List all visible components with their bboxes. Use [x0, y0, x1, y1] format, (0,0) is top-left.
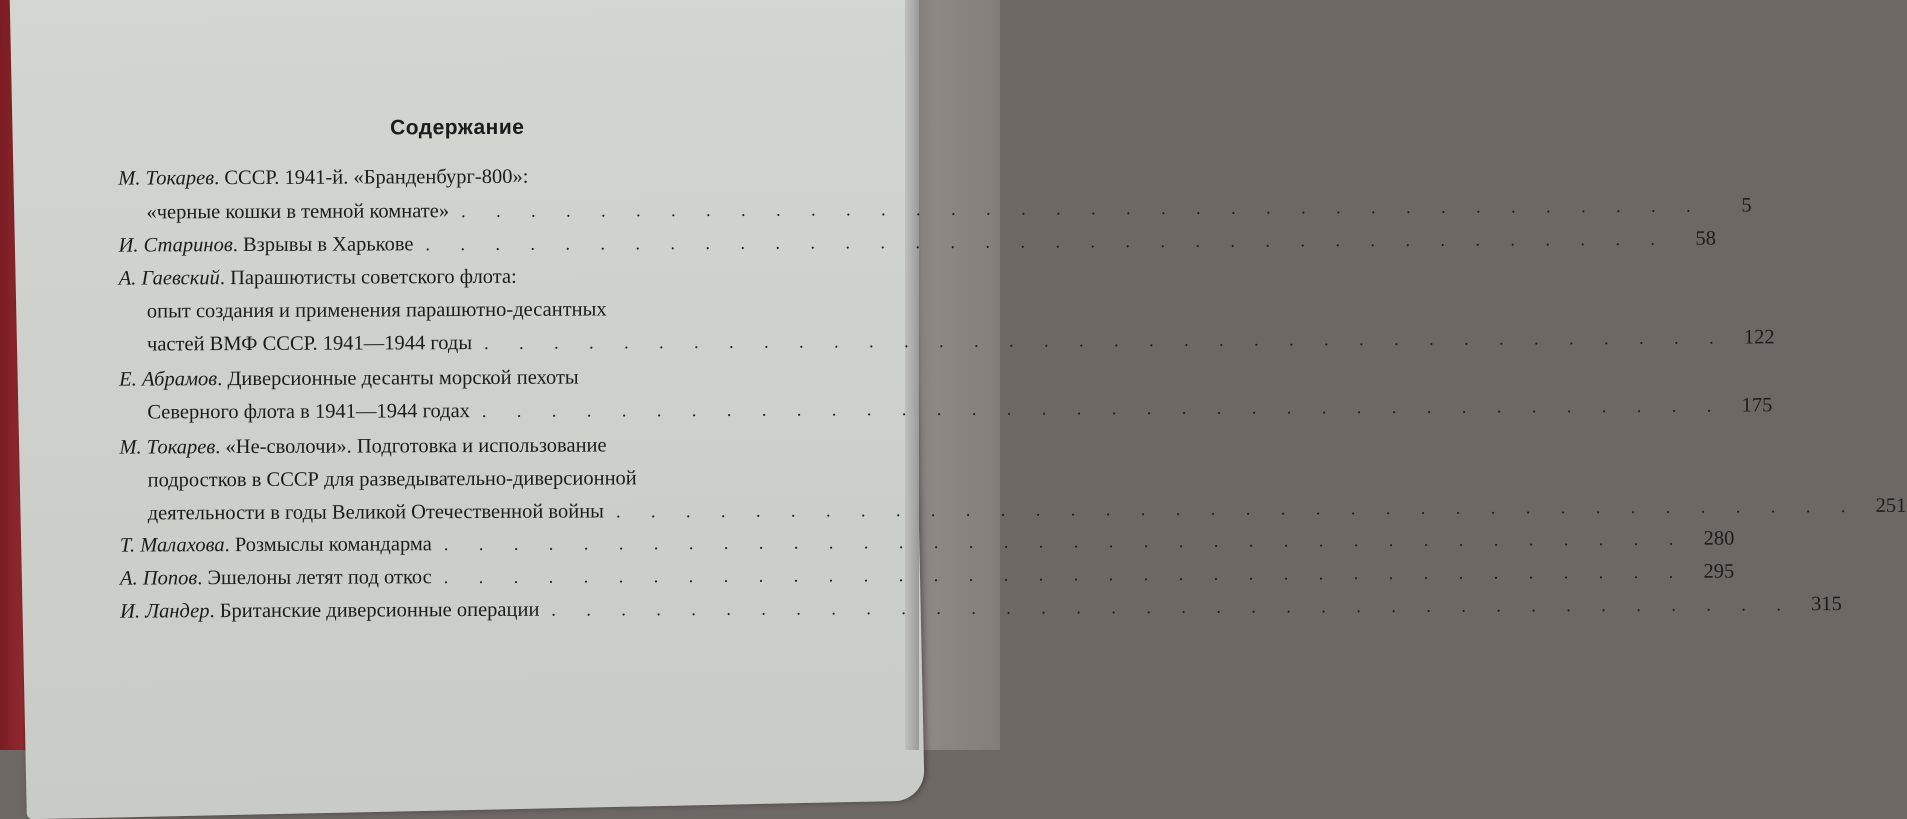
toc-entry-line: А. Попов. Эшелоны летят под откос . . . . . . . . . . . . . . . . . . . . . . . . . . . . . . . . . . . . 295: [120, 560, 832, 593]
entry-title: подростков в СССР для разведывательно-диверсионной: [147, 467, 637, 492]
entry-page-number: 58: [1695, 227, 1717, 250]
entry-author: М. Токарев: [118, 167, 215, 190]
toc-entry-line: А. Гаевский. Парашютисты советского флота:: [118, 265, 517, 290]
entry-title: Британские диверсионные операции: [219, 598, 540, 623]
entry-title: Парашютисты советского флота:: [230, 265, 517, 290]
page-edge: [905, 0, 919, 750]
dot-leader: . . . . . . . . . . . . . . . . . . . . . . . . . . . . . . . . . . . .: [551, 594, 1794, 620]
entry-author: А. Попов: [119, 567, 198, 590]
entry-title: Северного флота в 1941—1944 годах: [147, 400, 470, 424]
toc-entry-line: [147, 494, 1907, 528]
toc-entry-line: [146, 326, 1775, 359]
entry-author: Т. Малахова: [119, 534, 225, 557]
entry-title: Взрывы в Харькове: [242, 233, 414, 257]
dot-leader: . . . . . . . . . . . . . . . . . . . . . . . . . . . . . . . . . . . .: [443, 561, 1687, 588]
entry-page-number: 295: [1703, 560, 1735, 583]
toc-entry-line: [147, 293, 831, 326]
entry-page-number: 280: [1703, 527, 1735, 550]
entry-author: И. Ландер: [120, 600, 210, 623]
dot-leader: . . . . . . . . . . . . . . . . . . . . . . . . . . . . . . . . . . . .: [484, 327, 1727, 353]
entry-title: «Не-сволочи». Подготовка и использование: [225, 434, 607, 459]
entry-title: Эшелоны летят под откос: [207, 566, 432, 590]
entry-title: опыт создания и применения парашютно-десантных: [146, 298, 607, 323]
toc-entry-line: И. Старинов. Взрывы в Харькове . . . . . . . . . . . . . . . . . . . . . . . . . . . . . . . . . . . . 58: [118, 227, 830, 260]
entry-page-number: 122: [1743, 326, 1775, 349]
entry-page-number: 251: [1875, 494, 1907, 517]
toc-entry-line: [147, 394, 1773, 427]
entry-author: М. Токарев: [119, 436, 216, 459]
dot-leader: . . . . . . . . . . . . . . . . . . . . . . . . . . . . . . . . . . . .: [615, 495, 1859, 522]
dot-leader: . . . . . . . . . . . . . . . . . . . . . . . . . . . . . . . . . . . .: [443, 528, 1687, 555]
entry-title: деятельности в годы Великой Отечественной войны: [147, 500, 604, 525]
entry-author: И. Старинов: [118, 234, 233, 257]
toc-entry-line: И. Ландер. Британские диверсионные операции . . . . . . . . . . . . . . . . . . . . . . . . . . . . . . . . . . . . 315: [120, 593, 832, 626]
entry-title: СССР. 1941-й. «Бранденбург-800»:: [224, 165, 529, 190]
toc-entry-line: М. Токарев. «Не-сволочи». Подготовка и использование: [119, 434, 607, 459]
toc-entry-line: [148, 462, 832, 495]
dot-leader: . . . . . . . . . . . . . . . . . . . . . . . . . . . . . . . . . . . .: [425, 228, 1669, 255]
dot-leader: . . . . . . . . . . . . . . . . . . . . . . . . . . . . . . . . . . . .: [481, 395, 1725, 421]
entry-title: «черные кошки в темной комнате»: [146, 200, 450, 224]
entry-author: А. Гаевский: [118, 267, 220, 290]
entry-title: частей ВМФ СССР. 1941—1944 годы: [146, 332, 473, 356]
toc-entry-line: М. Токарев. СССР. 1941-й. «Бранденбург-800»:: [118, 165, 529, 190]
entry-page-number: 175: [1741, 394, 1773, 417]
toc-title: Содержание: [390, 115, 525, 140]
toc-entry-line: Е. Абрамов. Диверсионные десанты морской пехоты: [119, 366, 579, 391]
entry-title: Розмыслы командарма: [234, 533, 432, 557]
toc-entry-line: [146, 194, 1752, 227]
entry-title: Диверсионные десанты морской пехоты: [227, 366, 579, 391]
entry-page-number: 315: [1811, 593, 1842, 616]
toc-entry-line: Т. Малахова. Розмыслы командарма . . . . . . . . . . . . . . . . . . . . . . . . . . . . . . . . . . . . 280: [120, 527, 832, 560]
entry-page-number: 5: [1741, 194, 1752, 217]
entry-author: Е. Абрамов: [119, 368, 218, 391]
dot-leader: . . . . . . . . . . . . . . . . . . . . . . . . . . . . . . . . . . . .: [461, 195, 1704, 222]
